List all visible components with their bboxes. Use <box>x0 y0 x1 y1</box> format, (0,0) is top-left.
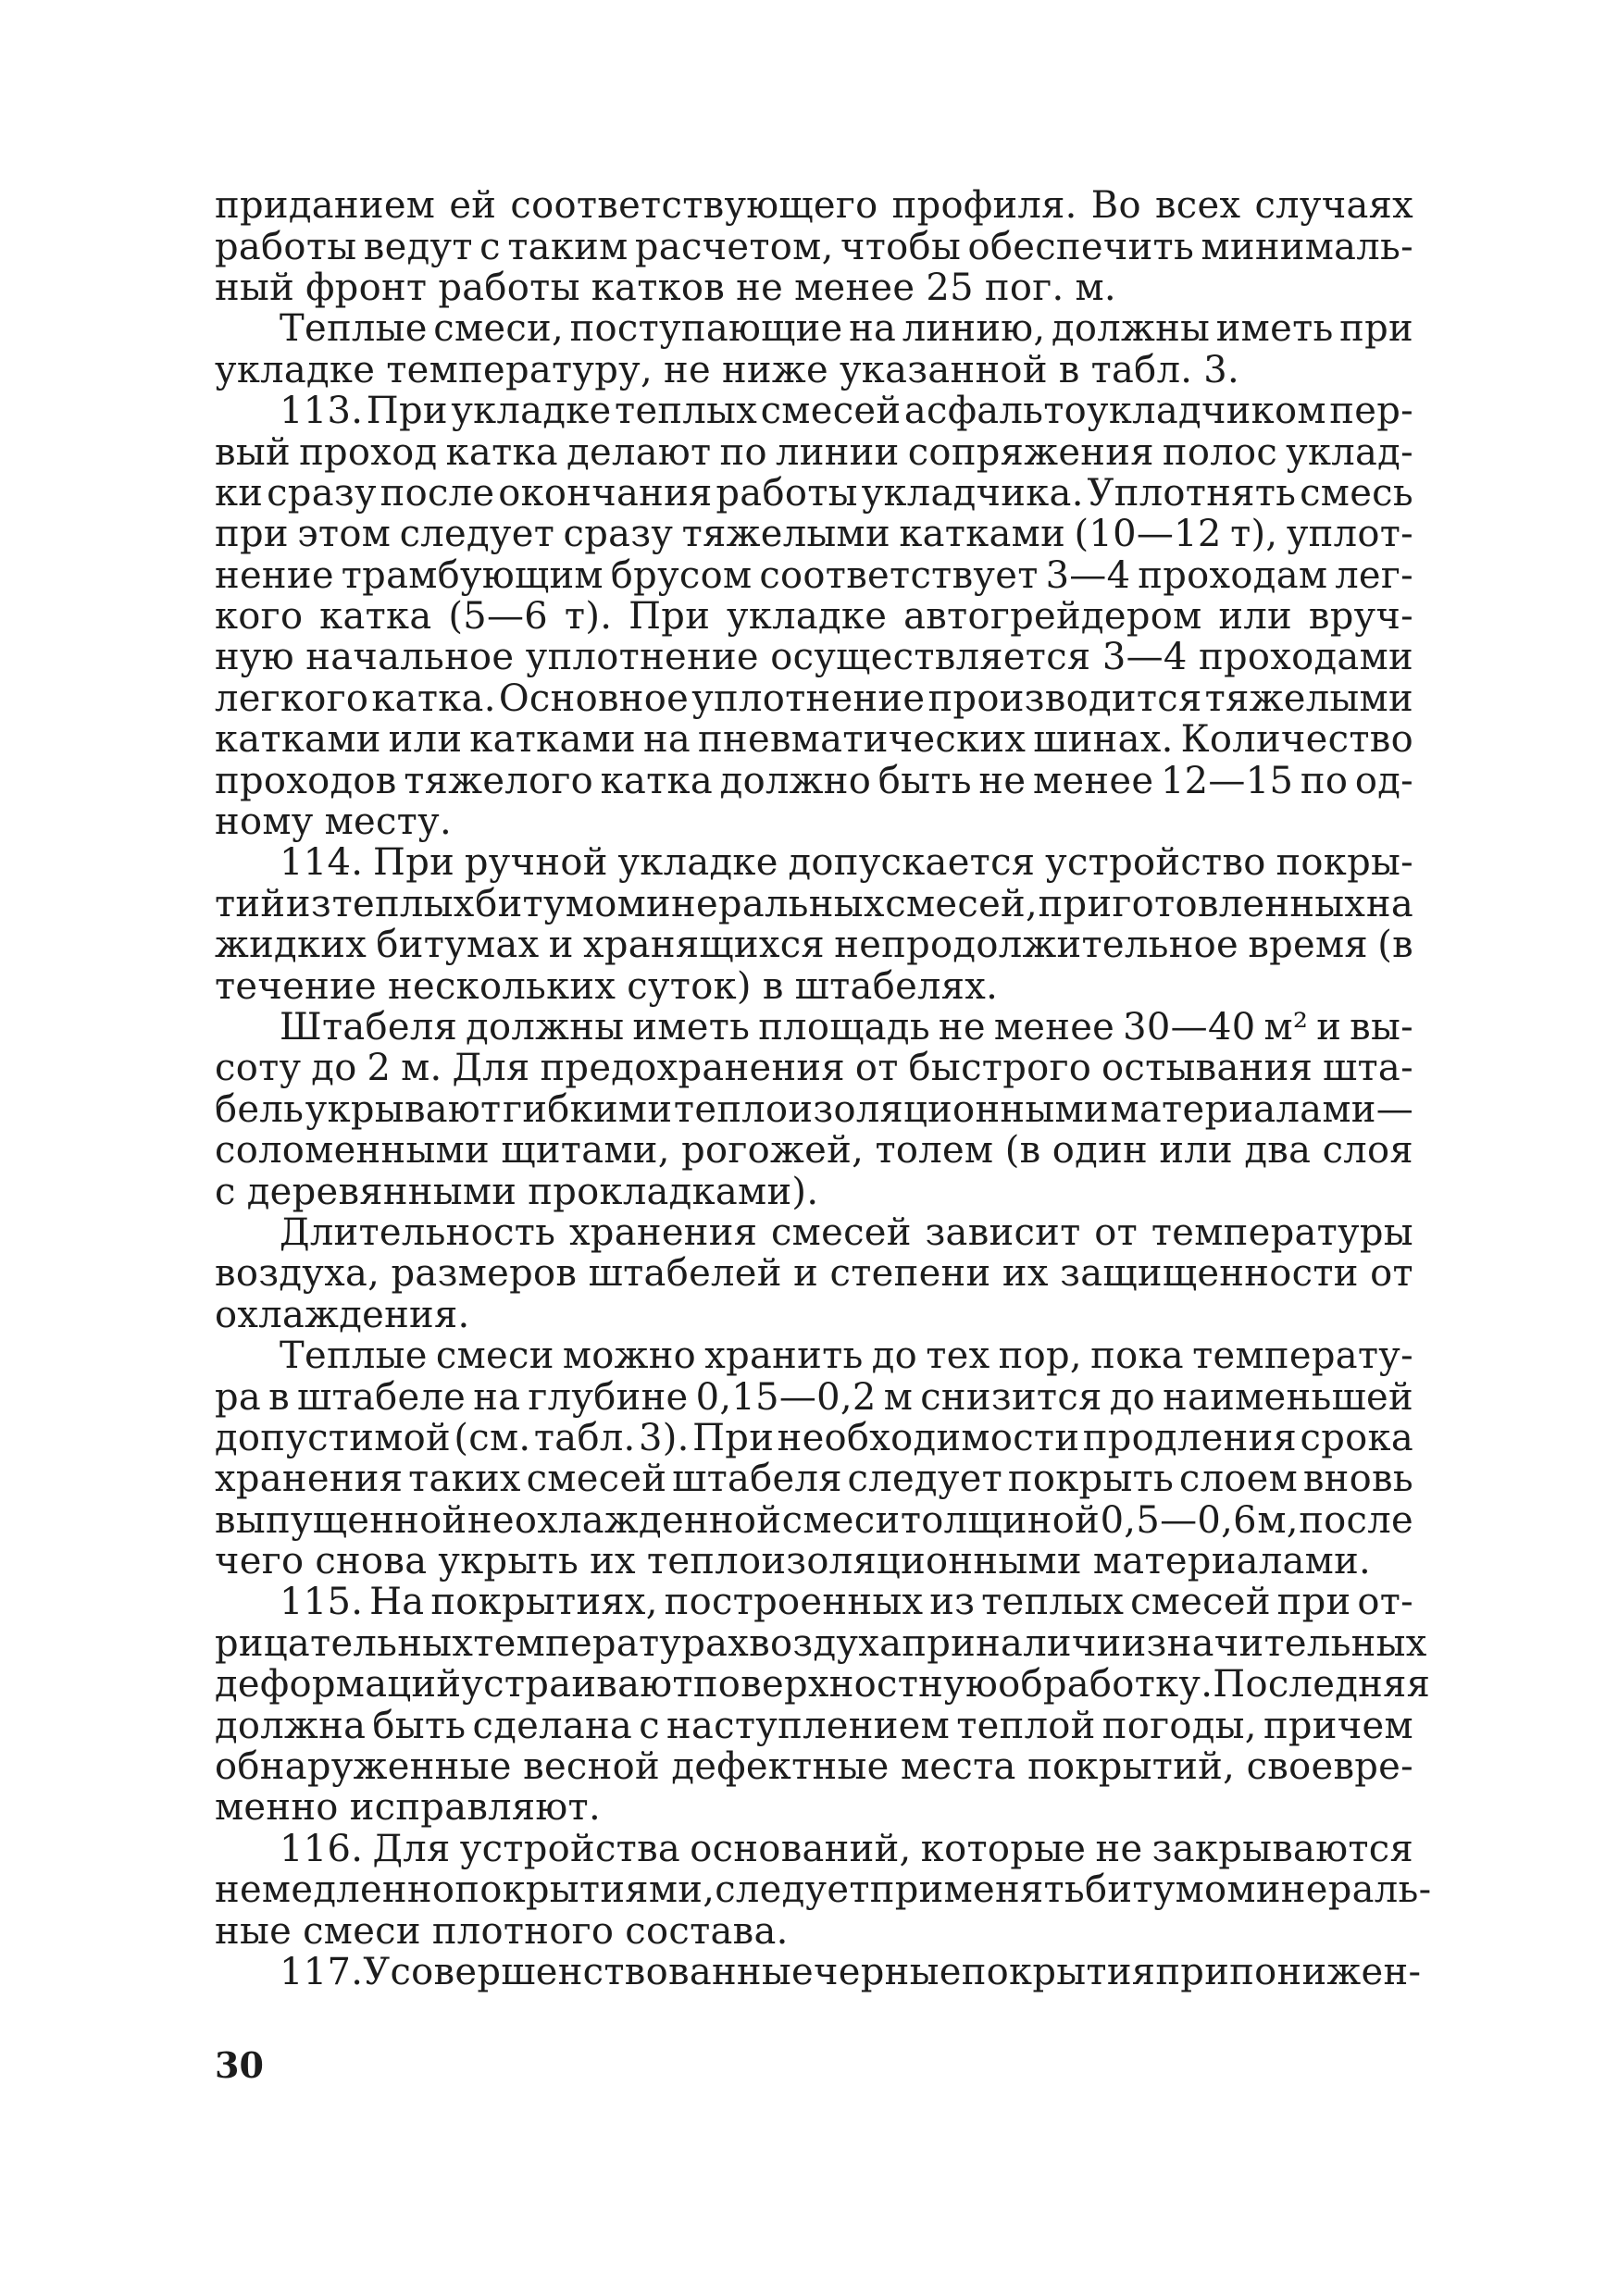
text-line: ные смеси плотного состава. <box>215 1909 789 1953</box>
text-line: охлаждения. <box>215 1293 470 1336</box>
text-line: Штабеля должны иметь площадь не менее 30—40 м² и вы- <box>280 1006 1413 1049</box>
text-line: хранения таких смесей штабеля следует покрыть слоем вновь <box>215 1458 1413 1501</box>
text-line: течение нескольких суток) в штабелях. <box>215 964 999 1008</box>
page-body-text <box>215 184 1432 1993</box>
text-line: кого катка (5—6 т). При укладке автогрейдером или вруч- <box>215 595 1413 639</box>
text-line: при этом следует сразу тяжелыми катками (10—12 т), уплот- <box>215 513 1413 556</box>
text-line: нение трамбующим брусом соответствует 3—4 проходам лег- <box>215 553 1413 597</box>
text-line: рицательных температурах воздуха при наличии значительных <box>215 1621 1427 1665</box>
text-line: ную начальное уплотнение осуществляется 3—4 проходами <box>215 636 1413 679</box>
text-line: катками или катками на пневматических шинах. Количество <box>215 718 1413 762</box>
text-line: жидких битумах и хранящихся непродолжительное время (в <box>215 924 1413 967</box>
text-line: ному месту. <box>215 800 452 844</box>
text-line: 117. Усовершенствованные черные покрытия при понижен- <box>280 1950 1422 1993</box>
text-line: 114. При ручной укладке допускается устройство покры- <box>280 841 1413 885</box>
text-line: 113. При укладке теплых смесей асфальтоукладчиком пер- <box>280 390 1413 433</box>
text-line: бель укрывают гибкими теплоизоляционными материалами— <box>215 1087 1413 1131</box>
text-line: с деревянными прокладками). <box>215 1170 819 1213</box>
text-line: ный фронт работы катков не менее 25 пог. м. <box>215 266 1116 309</box>
text-line: ки сразу после окончания работы укладчика. Уплотнять смесь <box>215 471 1413 515</box>
text-line: менно исправляют. <box>215 1786 601 1830</box>
text-line: тий из теплых битумоминеральных смесей, приготовленных на <box>215 882 1413 925</box>
text-line: приданием ей соответствующего профиля. Во всех случаях <box>215 184 1413 228</box>
text-line: Теплые смеси можно хранить до тех пор, пока температу- <box>280 1334 1413 1378</box>
text-line: легкого катка. Основное уплотнение производится тяжелыми <box>215 676 1413 720</box>
text-line: Длительность хранения смесей зависит от температуры <box>280 1210 1413 1254</box>
text-line: выпущенной неохлажденной смеси толщиной 0,5—0,6 м, после <box>215 1498 1413 1542</box>
text-line: должна быть сделана с наступлением теплой погоды, причем <box>215 1704 1413 1747</box>
text-line: укладке температуру, не ниже указанной в табл. 3. <box>215 348 1240 391</box>
text-line: чего снова укрыть их теплоизоляционными материалами. <box>215 1540 1372 1583</box>
text-line: вый проход катка делают по линии сопряжения полос уклад- <box>215 430 1413 474</box>
text-line: соту до 2 м. Для предохранения от быстрого остывания шта- <box>215 1047 1413 1090</box>
page-number: 30 <box>215 2044 264 2086</box>
text-line: ра в штабеле на глубине 0,15—0,2 м снизится до наименьшей <box>215 1375 1413 1419</box>
text-line: 116. Для устройства оснований, которые не закрываются <box>280 1827 1413 1870</box>
text-line: проходов тяжелого катка должно быть не менее 12—15 по од- <box>215 759 1413 802</box>
text-line: 115. На покрытиях, построенных из теплых смесей при от- <box>280 1581 1413 1624</box>
text-line: обнаруженные весной дефектные места покрытий, своевре- <box>215 1745 1413 1789</box>
text-line: воздуха, размеров штабелей и степени их защищенности от <box>215 1252 1413 1296</box>
text-line: работы ведут с таким расчетом, чтобы обеспечить минималь- <box>215 225 1413 268</box>
text-line: Теплые смеси, поступающие на линию, должны иметь при <box>280 307 1413 351</box>
text-line: допустимой (см. табл. 3). При необходимости продления срока <box>215 1416 1413 1459</box>
text-line: немедленно покрытиями, следует применять битумоминераль- <box>215 1868 1432 1912</box>
text-line: деформаций устраивают поверхностную обработку. Последняя <box>215 1663 1431 1706</box>
text-line: соломенными щитами, рогожей, толем (в один или два слоя <box>215 1129 1413 1173</box>
